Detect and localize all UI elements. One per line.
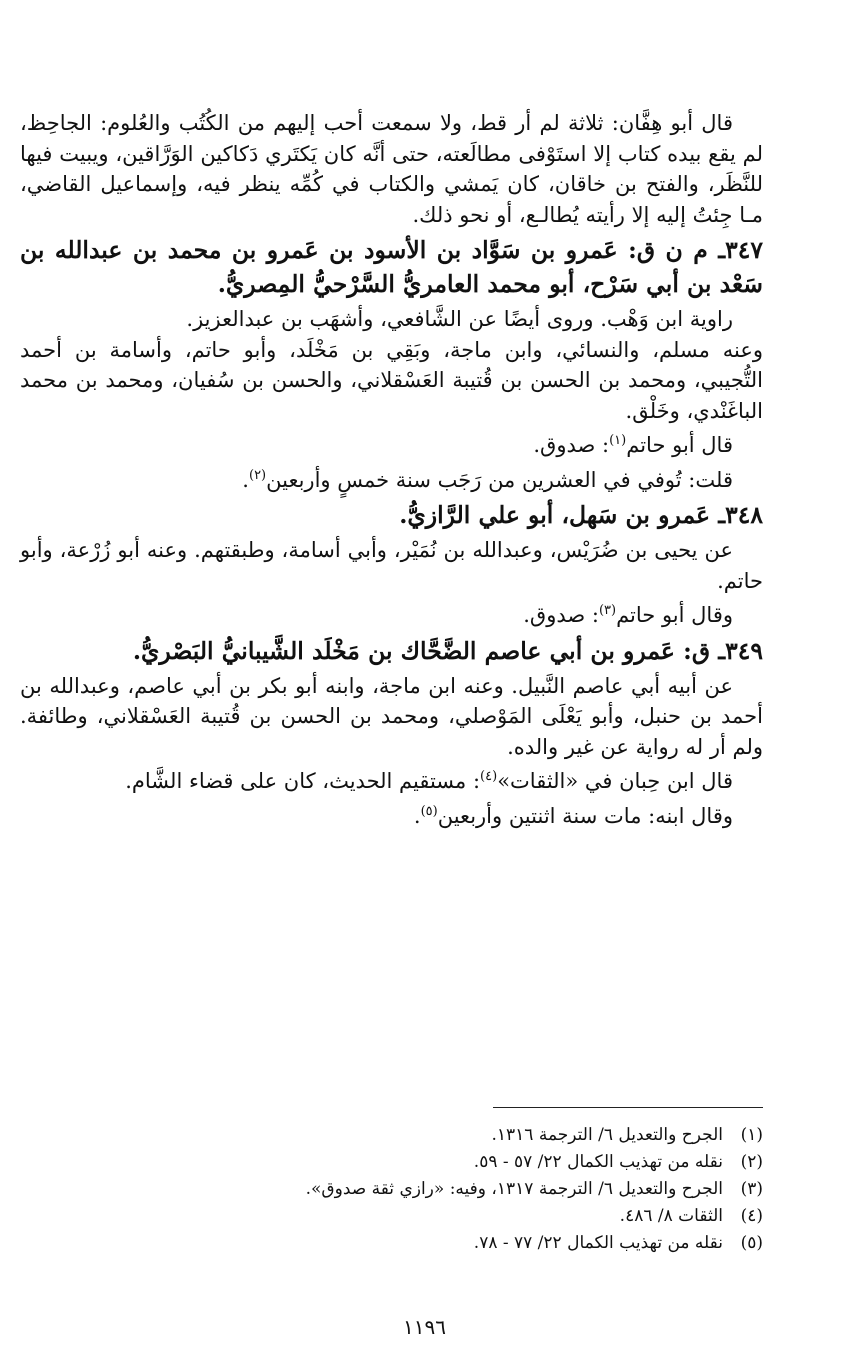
footnote-4: (٤) الثقات ٨/ ٤٨٦. [619,1206,763,1226]
footnote-5: (٥) نقله من تهذيب الكمال ٢٢/ ٧٧ - ٧٨. [473,1233,763,1253]
entry-heading-347: ٣٤٧ـ م ن ق: عَمرو بن سَوَّاد بن الأسود بن عَمرو بن محمد بن عبدالله بن سَعْد بن أبي سَرْح، أبو محمد العامريُّ السَّرْحيُّ المِصريُّ. [20,236,763,298]
footnote-1: (١) الجرح والتعديل ٦/ الترجمة ١٣١٦. [491,1125,763,1145]
footnote-ref-5[interactable]: (٥) [420,803,438,819]
entry-349-ibn-hibban: قال ابن حِبان في «الثقات»$^{(٤)}$: مستقيم الحديث، كان على قضاء الشَّام. [125,769,733,793]
entry-347-abu-hatim: قال أبو حاتم$^{(١)}$: صدوق. [533,433,733,457]
footnote-2: (٢) نقله من تهذيب الكمال ٢٢/ ٥٧ - ٥٩. [473,1152,763,1172]
footnote-ref-3[interactable]: (٣) [598,603,617,618]
paragraph-abu-hiffan: قال أبو هِفَّان: ثلاثة لم أر قط، ولا سمعت أحب إليهم من الكُتُب والعُلوم: الجاحِظ، لم يقع بيده كتاب إلا استَوْفى مطالَعته، حتى أنَّه كان يَكتَري دَكاكين الوَرَّاقين، ويبيت فيها للنَّظَر، والفتح بن خاقان، كان يَمشي والكتاب في كُمِّه ينظر فيه، وإسماعيل القاضي، مـا جِئتُ إليه إلا رأيته يُطالـع، أو نحو ذلك. [20,111,763,227]
footnote-3: (٣) الجرح والتعديل ٦/ الترجمة ١٣١٧، وفيه: «رازي ثقة صدوق». [305,1179,763,1199]
page-body [20,108,763,831]
page-number: ١١٩٦ [403,1315,446,1339]
entry-348-abu-hatim: وقال أبو حاتم$^{(٣)}$: صدوق. [523,603,733,627]
footnote-ref-1[interactable]: (١) [609,433,627,448]
entry-347-death: قلت: تُوفي في العشرين من رَجَب سنة خمسٍ وأربعين$^{(٢)}$. [242,467,733,492]
footnote-ref-2[interactable]: (٢) [248,467,267,483]
footnotes [60,1122,763,1257]
entry-heading-348: ٣٤٨ـ عَمرو بن سَهل، أبو علي الرَّازيُّ. [399,501,763,529]
footnote-divider [493,1107,763,1108]
footnote-ref-4[interactable]: (٤) [480,769,498,784]
entry-349-narration: عن أبيه أبي عاصم النَّبيل. وعنه ابن ماجة، وابنه أبو بكر بن أبي عاصم، وعبدالله بن أحمد بن حنبل، وأبو يَعْلَى المَوْصلي، ومحمد بن الحسن بن قُتيبة العَسْقلاني، وطائفة. ولم أر له رواية عن غير والده. [20,673,763,759]
entry-347-students: وعنه مسلم، والنسائي، وابن ماجة، وبَقِي بن مَخْلَد، وأبو حاتم، وأسامة بن أحمد التُّجيبي، ومحمد بن الحسن بن قُتيبة العَسْقلاني، والحسن بن سُفيان، ومحمد بن محمد الباغَنْدي، وخَلْق. [20,337,763,423]
entry-348-narration: عن يحيى بن ضُرَيْس، وعبدالله بن نُمَيْر، وأبي أسامة، وطبقتهم. وعنه أبو زُرْعة، وأبو حاتم. [20,538,763,593]
entry-heading-349: ٣٤٩ـ ق: عَمرو بن أبي عاصم الضَّحَّاك بن مَخْلَد الشَّيبانيُّ البَصْريُّ. [132,636,763,665]
entry-349-death: وقال ابنه: مات سنة اثنتين وأربعين$^{(٥)}$. [413,803,733,828]
entry-347-narration: راوية ابن وَهْب. وروى أيضًا عن الشَّافعي، وأشهَب بن عبدالعزيز. [186,307,733,331]
